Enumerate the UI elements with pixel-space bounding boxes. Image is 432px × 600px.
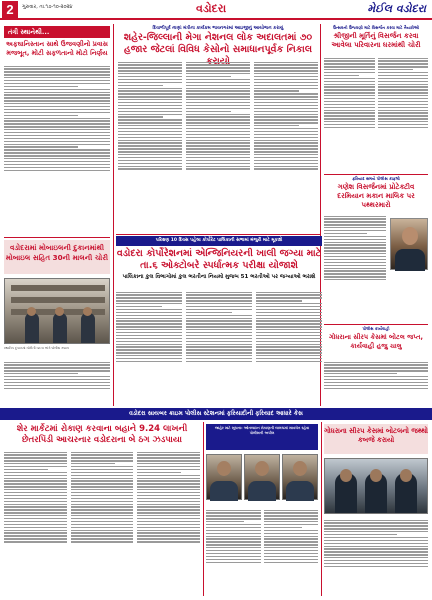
right-body (324, 56, 428, 174)
section-rule (324, 174, 428, 175)
lead-headline: શહેર-જિલ્લાની મેગા નેશનલ લોક અદાલતમાં ૭૦ હજાર જેટલાં વિવિધ કેસોનો સમાધાનપૂર્વક નિકાલ (123, 32, 313, 55)
right-lower-body (324, 360, 428, 404)
right-lower-headline: ગોધરાના સીરપ કેસમાં બોટલ જપ્ત, કાર્યવાહી હજુ ચાલુ (329, 333, 423, 350)
right-mid-headline: ગણેશ વિસર્જનમાં પ્રોટેક્ટીવ દરમિયાન મકાન માલિક પર પથ્થરમારો (337, 183, 415, 209)
editorial-headline: અફઘાનિસ્તાન સાથે ઉજવણીનો પ્રવાસ મજબૂત, મોટી સફળતાનો મોટો નિર્ણય (6, 40, 108, 57)
right-kicker: ઉત્સવની ઉજવણી માટે વિસર્જન કરવા માટે તૈયારીઓ (332, 25, 420, 30)
syrup-headline: ગોધરાના સીરપ કેસમાં બોટલનો જથ્થો કબજે કરાયો (324, 424, 428, 454)
accused-photos (206, 454, 318, 504)
editorial-tag: તંત્રી સ્થાનેથી... (4, 26, 110, 38)
city-name: વડોદરા (196, 2, 227, 15)
banner-headline: વડોદરા કોર્પોરેશનમાં એન્જિનિયરની ખાલી જગ્યા માટે તા.૬ ઓક્ટોબરે સ્પર્ધાત્મક પરીક્ષા યોજાશે (116, 248, 322, 271)
column-rule (113, 24, 114, 406)
editorial-body (4, 64, 110, 234)
section-band: વડોદરા સાયબર ક્રાઇમ પોલીસ સ્ટેશનમાં ફરિયાદીની ફરિયાદ આધારે કેસ (0, 408, 432, 420)
column-rule (321, 422, 322, 596)
shop-photo (4, 278, 110, 344)
photo-caption: સ્થાનિક દુકાનમાં ચોરીની ઘટના અંગે પોલીસ તપાસ (4, 346, 69, 350)
section-rule (324, 324, 428, 325)
fraud-headline: શેર માર્કેટમાં રોકાણ કરવાના બહાને 9.24 લાખની છેતરપિંડી આચરનાર વડોદરાના બે ઠગ ઝડપાયા (16, 424, 188, 445)
right-lower-kicker: પોલીસ કાર્યવાહી (362, 326, 390, 331)
banner-kicker: પરિક્ષણ 10 દિવસ પહેલા કોર્પોરેટ પાલિકાની સભામાં મંજુરી માટે મૂકાશે (116, 236, 322, 246)
theft-body (4, 360, 110, 404)
section-rule (116, 234, 320, 235)
brand-name: મેઈલ વડોદરા (367, 2, 426, 15)
fraud-body (4, 450, 200, 596)
date-line: ગુરુવાર, તા.૧૭-૧૦-૨૦૨૪ (22, 4, 73, 10)
lead-kicker: દિવાળીપૂર્વ નાણાં મંત્રીના કાર્યક્રમ ભાવનગરમાં આઇજીનું આયોજન કરાયું (152, 26, 284, 31)
lead-body (118, 60, 318, 234)
banner-body (116, 290, 322, 404)
right-mid-body (324, 214, 386, 324)
theft-headline: વડોદરામાં મોબાઇલની દુકાનમાંથી મોબાઇલ સહિત 30ની માલની ચોરી (4, 240, 110, 274)
arrest-photo (324, 458, 428, 514)
syrup-body (324, 518, 428, 596)
section-rule (4, 237, 110, 238)
masthead (0, 0, 432, 20)
portrait-photo (390, 218, 428, 270)
right-headline: શ્રીજીની મૂર્તિનું વિસર્જન કરવા આવેલા પરિવારના ઘરમાંથી ચોરી (331, 32, 421, 49)
notice-body (206, 508, 318, 596)
banner-subheadline: પાલિકાના કુલ વિભાગોમાં કુલ ભરતીના નિયમો મુજબ 51 ભરતીઓ પર જગ્યાઓ ભરાશે (122, 274, 316, 280)
page-number: 2 (2, 1, 18, 18)
public-notice: જાહેર માટે સૂચના: ઓનલાઇન રોકાણની લાલચમાં સાવચેત રહેવા પોલીસની અપીલ (206, 424, 318, 450)
column-rule (203, 422, 204, 596)
right-mid-kicker: ફરિયાદ સમયે પોલીસ કાફલો (352, 176, 400, 181)
